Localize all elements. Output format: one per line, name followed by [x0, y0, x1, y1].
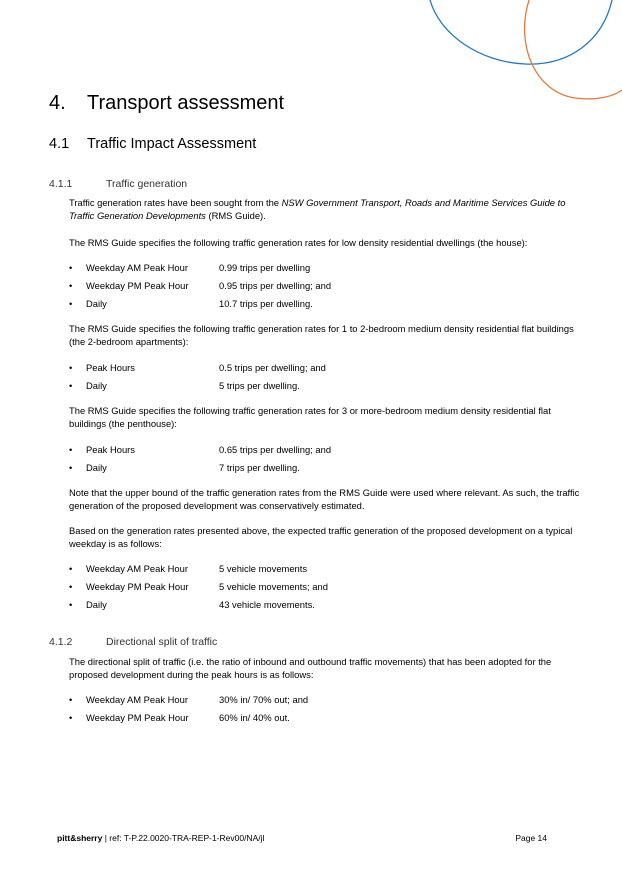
heading-title: Traffic Impact Assessment	[87, 136, 257, 152]
paragraph-expected-intro: Based on the generation rates presented above, the expected traffic generation of the proposed development on a typical weekday is as follows:	[69, 525, 573, 549]
paragraph-intro: Traffic generation rates have been sought from the NSW Government Transport, Roads and Maritime Services Guide to Traffic Generation Developments (RMS Guide).	[69, 197, 566, 221]
heading-number: 4.1.2	[49, 636, 73, 648]
heading-number: 4.1	[49, 136, 70, 152]
paragraph-directional-intro: The directional split of traffic (i.e. the ratio of inbound and outbound traffic movements) that has been adopted for the proposed development during the peak hours is as follows:	[69, 656, 552, 680]
footer-brand: pitt&sherry	[57, 833, 103, 843]
page-footer	[57, 833, 547, 843]
heading-transport-assessment	[49, 92, 284, 115]
paragraph-penthouse-intro: The RMS Guide specifies the following traffic generation rates for 3 or more-bedroom medium density residential flat buildings (the penthouse):	[69, 405, 551, 429]
paragraph-house-intro: The RMS Guide specifies the following traffic generation rates for low density residential dwellings (the house):	[69, 237, 528, 248]
page-number: Page 14	[515, 833, 547, 843]
paragraph-note: Note that the upper bound of the traffic generation rates from the RMS Guide were used where relevant. As such, the traffic generation of the proposed development was conservatively estimated.	[69, 487, 580, 511]
paragraph-apartments-intro: The RMS Guide specifies the following traffic generation rates for 1 to 2-bedroom medium density residential flat buildings (the 2-bedroom apartments):	[69, 323, 574, 347]
heading-title: Directional split of traffic	[106, 636, 218, 648]
footer-ref: | ref: T-P.22.0020-TRA-REP-1-Rev00/NA/jl	[102, 833, 265, 843]
blue-arc	[430, 0, 612, 64]
heading-title: Transport assessment	[87, 92, 285, 114]
heading-number: 4.	[49, 92, 66, 114]
heading-number: 4.1.1	[49, 178, 73, 190]
heading-title: Traffic generation	[106, 178, 188, 190]
heading-traffic-generation	[49, 178, 187, 190]
heading-directional-split	[49, 636, 217, 648]
guide-title: NSW Government Transport, Roads and Maritime Services Guide to Traffic Generation Developments	[69, 197, 566, 221]
heading-traffic-impact-assessment	[49, 136, 256, 152]
